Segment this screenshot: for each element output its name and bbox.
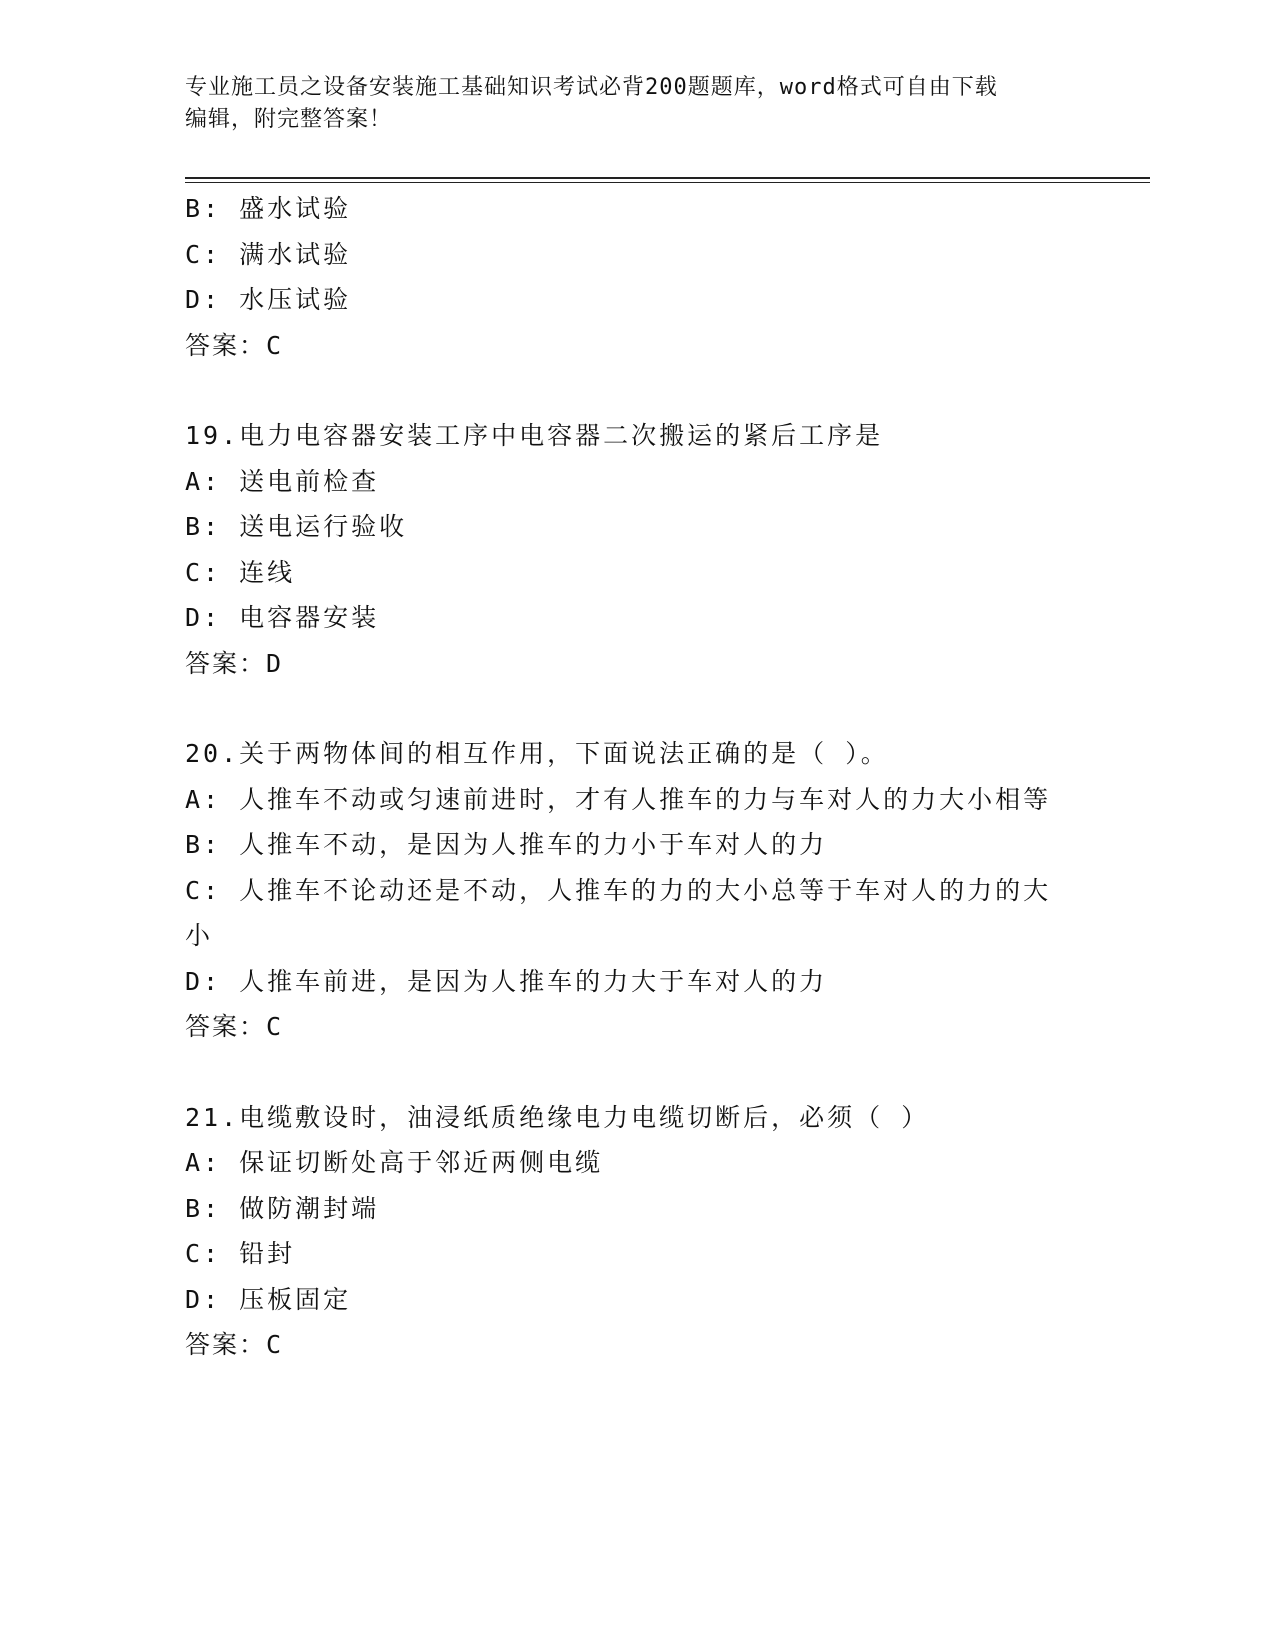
option-d: D: 水压试验: [185, 285, 352, 314]
option-d: D: 电容器安装: [185, 603, 380, 632]
answer-line: 答案：C: [185, 1330, 284, 1359]
answer-value: C: [266, 1330, 284, 1359]
option-d: D: 人推车前进，是因为人推车的力大于车对人的力: [185, 966, 828, 996]
option-c: C: 连线: [185, 557, 296, 587]
question-21: [185, 1095, 1105, 1368]
option-c: C: 满水试验: [185, 239, 352, 269]
option-a: A: 人推车不动或匀速前进时，才有人推车的力与车对人的力大小相等: [185, 784, 1052, 814]
option-b: B: 送电运行验收: [185, 512, 408, 541]
answer-value: D: [266, 648, 284, 678]
option-a: A: 保证切断处高于邻近两侧电缆: [185, 1148, 604, 1177]
answer-line: 答案：D: [185, 648, 284, 678]
question-19: [185, 413, 1105, 686]
answer-value: C: [266, 1012, 284, 1041]
question-20: [185, 731, 1105, 1050]
header-line-1: 专业施工员之设备安装施工基础知识考试必背200题题库，word格式可自由下载: [185, 75, 998, 100]
option-c: C: 人推车不论动还是不动，人推车的力的大小总等于车对人的力的大小: [185, 875, 1052, 950]
header-line-2: 编辑，附完整答案！: [185, 107, 393, 132]
option-a: A: 送电前检查: [185, 466, 380, 496]
question-stem: 21.电缆敷设时，油浸纸质绝缘电力电缆切断后，必须（ ）: [185, 1102, 930, 1132]
option-b: B: 盛水试验: [185, 194, 352, 223]
question-18-partial: [185, 186, 1105, 368]
option-c: C: 铅封: [185, 1239, 296, 1268]
option-b: B: 做防潮封端: [185, 1193, 380, 1223]
question-stem: 20.关于两物体间的相互作用，下面说法正确的是（ ）。: [185, 739, 889, 768]
answer-value: C: [266, 330, 284, 360]
answer-line: 答案：C: [185, 330, 284, 360]
option-d: D: 压板固定: [185, 1284, 352, 1314]
option-b: B: 人推车不动，是因为人推车的力小于车对人的力: [185, 830, 828, 859]
question-stem: 19.电力电容器安装工序中电容器二次搬运的紧后工序是: [185, 421, 884, 450]
answer-line: 答案：C: [185, 1012, 284, 1041]
document-header: [185, 72, 1085, 136]
question-list: [185, 186, 1105, 1368]
header-rule-thick: [185, 177, 1150, 179]
header-rule-thin: [185, 182, 1150, 183]
